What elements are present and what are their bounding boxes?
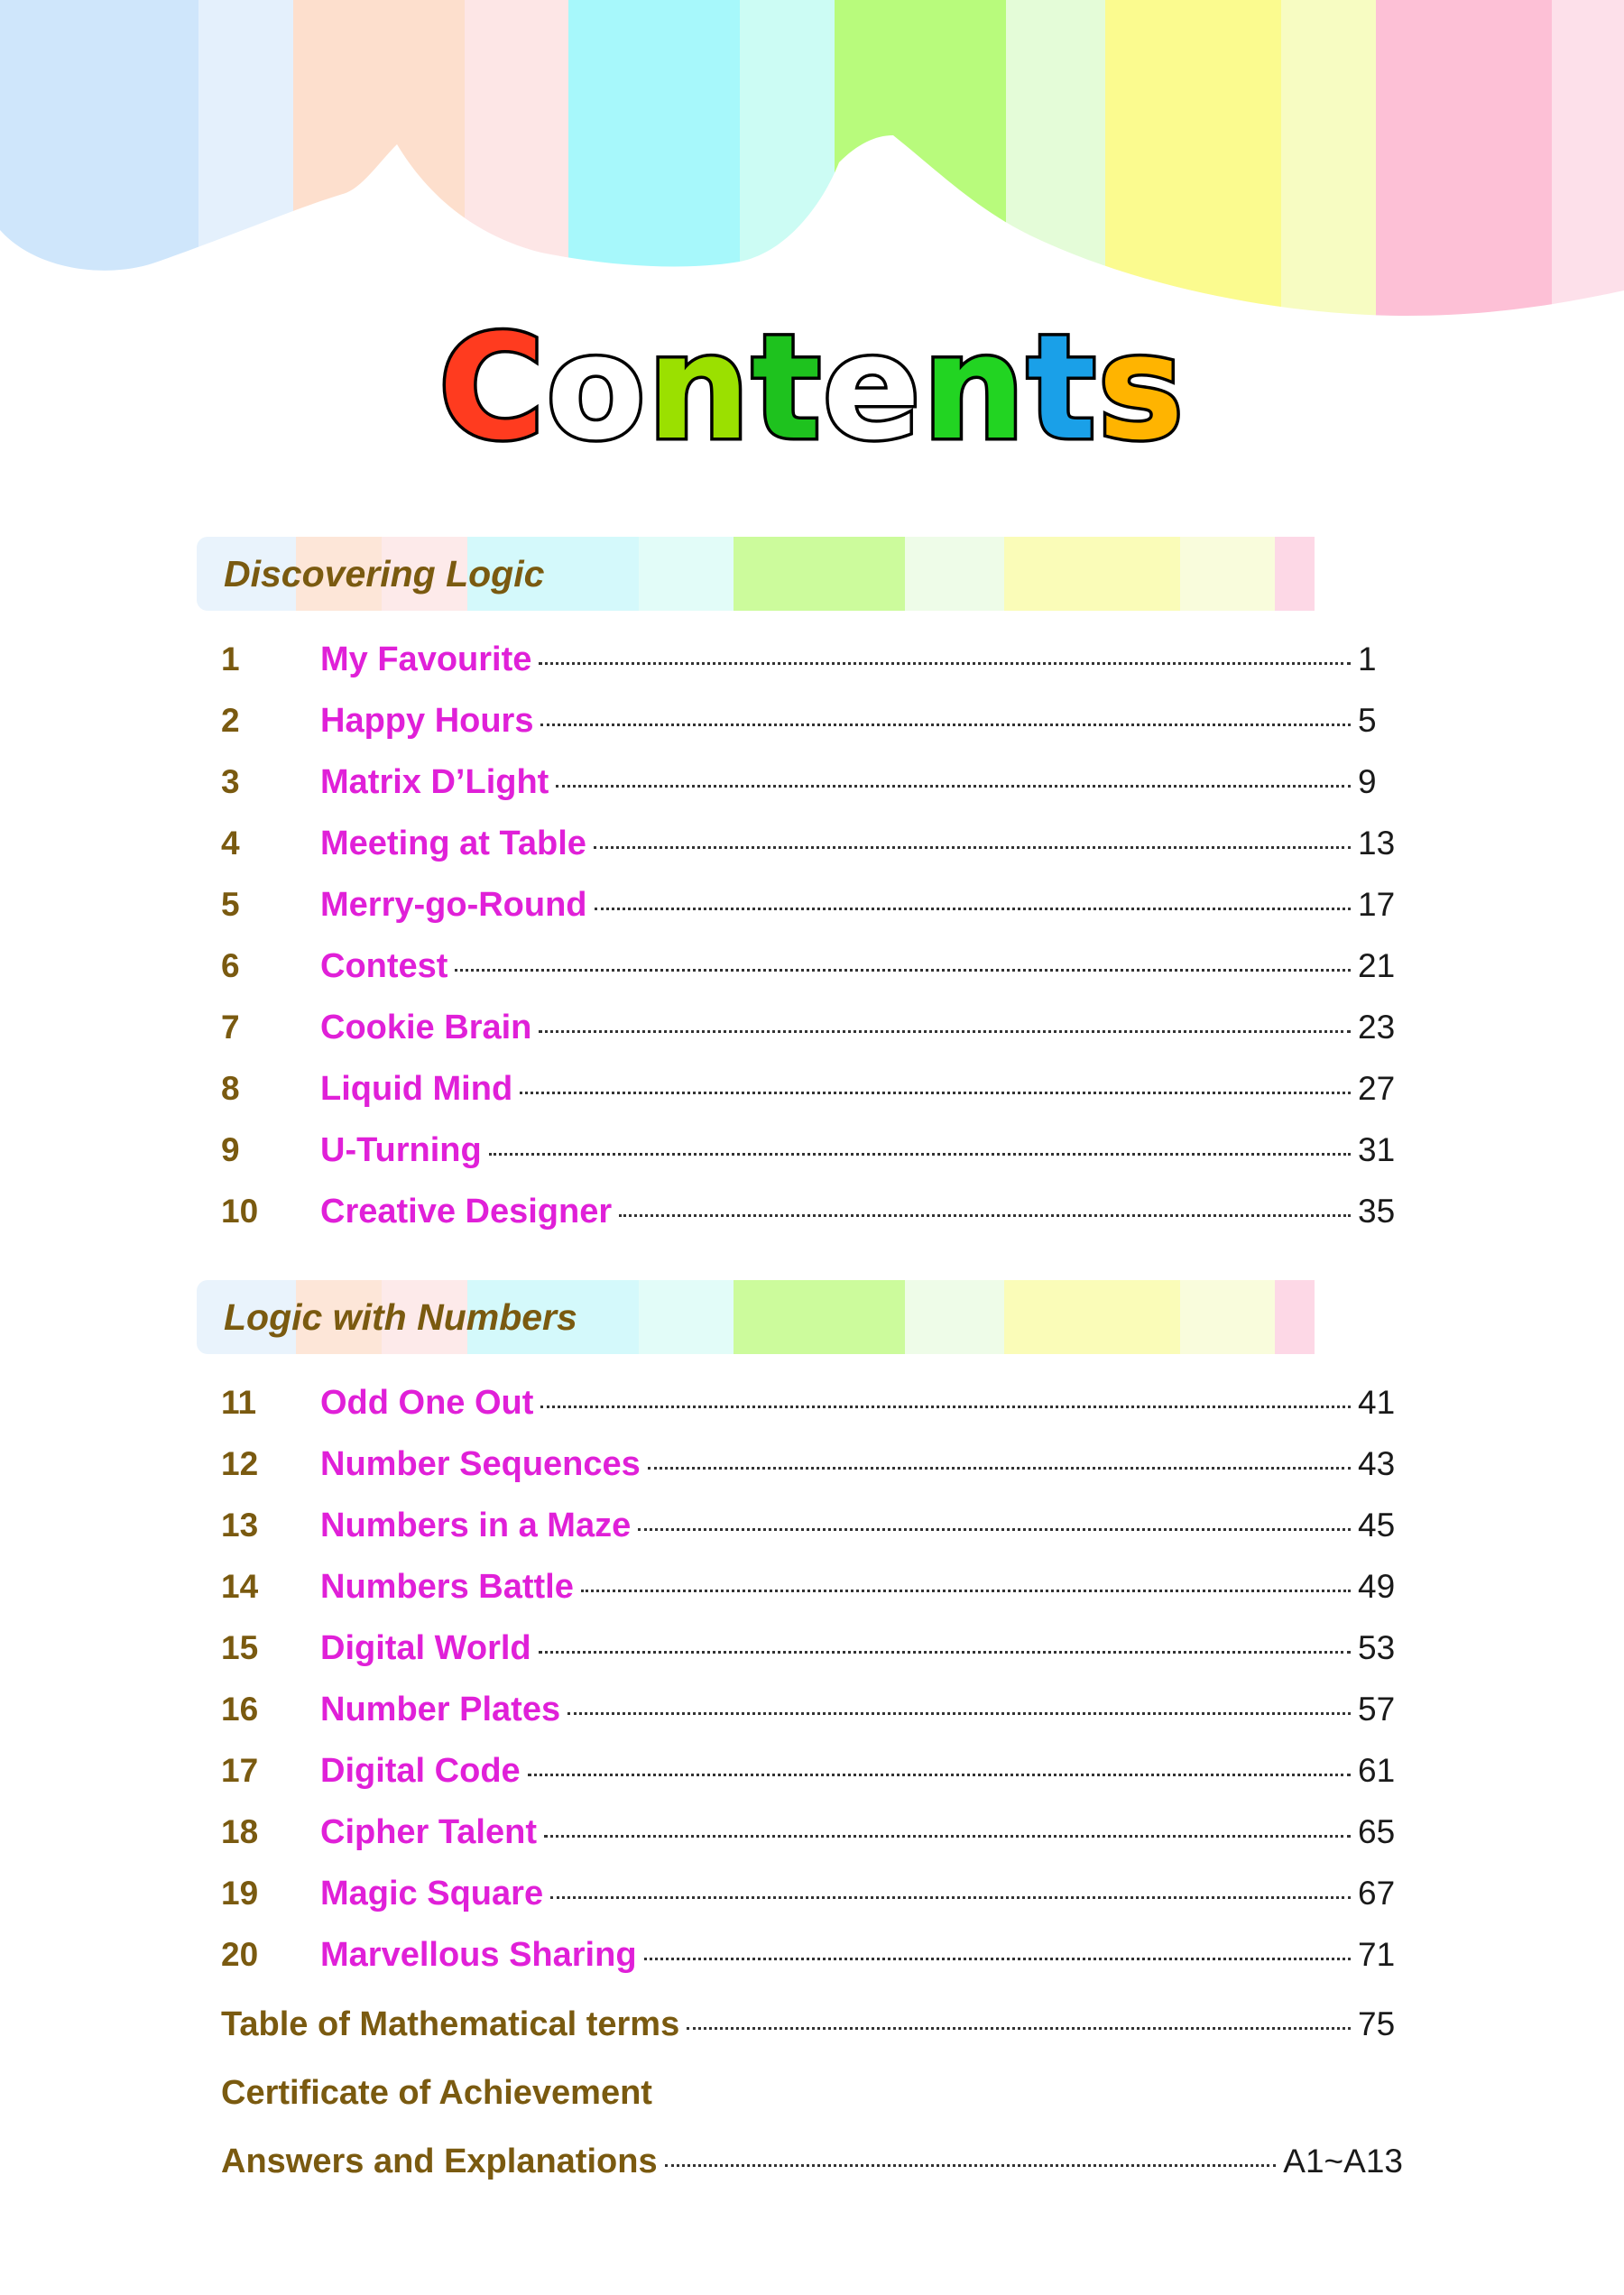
toc-entry-number: 7 [221,1009,240,1046]
toc-entry[interactable] [221,1064,1403,1114]
toc-entry-number: 13 [221,1507,259,1544]
leader-dots [619,1214,1351,1217]
toc-entry-number: 20 [221,1936,259,1973]
leader-dots [638,1528,1351,1531]
toc-entry-page: 27 [1358,1070,1396,1107]
header-stripe [1180,537,1275,611]
header-stripe [905,537,1004,611]
toc-entry[interactable] [221,1186,1403,1237]
leader-dots [528,1774,1351,1776]
toc-entry-number: 10 [221,1193,259,1230]
section-header-discovering-logic [197,537,1427,611]
toc-extra-title: Answers and Explanations [221,2142,658,2180]
header-stripe [734,537,905,611]
title-letter: o [546,303,648,472]
toc-extra-certificate[interactable] [221,2068,1403,2118]
toc-entry-page: 41 [1358,1384,1396,1421]
toc-entry-page: 9 [1358,763,1377,800]
toc-extra-page: A1~A13 [1283,2143,1403,2180]
toc-entry-number: 14 [221,1568,259,1605]
toc-entry-title: Creative Designer [320,1192,613,1230]
toc-entry-title: Number Plates [320,1690,561,1728]
toc-entry-number: 9 [221,1131,240,1168]
toc-entry-number: 17 [221,1752,259,1789]
toc-extra-page: 75 [1358,2005,1396,2042]
title-letter: e [822,303,923,472]
toc-entry-page: 49 [1358,1568,1396,1605]
header-stripe [734,1280,905,1354]
header-stripe [1275,1280,1315,1354]
toc-entry-page: 71 [1358,1936,1396,1973]
toc-entry[interactable] [221,1439,1403,1489]
toc-entry[interactable] [221,1623,1403,1673]
leader-dots [539,1651,1351,1654]
toc-entry-title: Marvellous Sharing [320,1935,637,1974]
toc-entry[interactable] [221,634,1403,685]
toc-entry-title: Cipher Talent [320,1812,537,1851]
section-title: Logic with Numbers [224,1296,577,1338]
banner-stripe [1281,0,1377,325]
header-stripe [1275,537,1315,611]
toc-entry-number: 15 [221,1629,259,1666]
leader-dots [594,846,1351,849]
section-title: Discovering Logic [224,553,545,594]
toc-entry-title: Merry-go-Round [320,885,587,924]
toc-entry-page: 53 [1358,1629,1396,1666]
toc-entry-title: Contest [320,946,448,985]
toc-entry-number: 6 [221,947,240,984]
toc-entry[interactable] [221,1746,1403,1796]
toc-extra-answers[interactable] [221,2136,1403,2187]
toc-entry-title: Numbers in a Maze [320,1506,632,1544]
header-stripe [639,1280,734,1354]
toc-entry-title: Numbers Battle [320,1567,574,1606]
banner-stripe [1552,0,1624,325]
toc-entry-title: Cookie Brain [320,1008,532,1046]
leader-dots [455,969,1351,972]
toc-entry[interactable] [221,1930,1403,1980]
toc-entry-number: 16 [221,1691,259,1728]
toc-entry-page: 17 [1358,886,1396,923]
toc-entry-number: 12 [221,1445,259,1482]
title-letter: t [1027,303,1098,472]
toc-entry-title: Matrix D’Light [320,762,549,801]
title-letter: n [922,303,1028,472]
toc-entry-number: 4 [221,825,240,862]
leader-dots [665,2164,1277,2167]
toc-entry-title: Happy Hours [320,701,534,740]
toc-entry[interactable] [221,1002,1403,1053]
toc-entry-title: Meeting at Table [320,824,586,862]
toc-entry-title: Odd One Out [320,1383,534,1422]
toc-entry[interactable] [221,696,1403,746]
toc-entry-page: 1 [1358,641,1377,677]
toc-entry[interactable] [221,1807,1403,1857]
toc-extra-math-terms[interactable] [221,1999,1403,2050]
leader-dots [539,662,1351,665]
toc-extra-title: Table of Mathematical terms [221,2005,680,2043]
toc-entry-page: 61 [1358,1752,1396,1789]
toc-entry[interactable] [221,757,1403,807]
toc-entry-page: 23 [1358,1009,1396,1046]
leader-dots [581,1590,1351,1592]
toc-entry-page: 21 [1358,947,1396,984]
toc-entry-page: 35 [1358,1193,1396,1230]
toc-entry[interactable] [221,941,1403,991]
toc-entry-page: 45 [1358,1507,1396,1544]
toc-entry-title: Number Sequences [320,1444,641,1483]
toc-entry[interactable] [221,1500,1403,1551]
leader-dots [687,2027,1351,2030]
leader-dots [648,1467,1351,1470]
header-stripe [639,537,734,611]
rainbow-banner [0,0,1624,325]
leader-dots [540,1406,1351,1408]
header-stripe [1004,537,1180,611]
toc-entry-page: 13 [1358,825,1396,862]
toc-entry-title: Liquid Mind [320,1069,513,1108]
toc-entry-number: 11 [221,1384,257,1421]
header-stripe [1180,1280,1275,1354]
toc-entry-page: 31 [1358,1131,1396,1168]
title-letter: n [647,303,752,472]
toc-entry-number: 3 [221,763,240,800]
leader-dots [567,1712,1351,1715]
leader-dots [544,1835,1351,1838]
toc-entry-page: 57 [1358,1691,1396,1728]
toc-entry-title: Digital Code [320,1751,521,1790]
toc-entry-title: U-Turning [320,1130,482,1169]
toc-entry[interactable] [221,1868,1403,1919]
leader-dots [539,1030,1351,1033]
leader-dots [520,1092,1351,1094]
toc-entry-page: 43 [1358,1445,1396,1482]
section-header-logic-with-numbers [197,1280,1427,1354]
toc-entry-title: My Favourite [320,640,532,678]
toc-entry-title: Digital World [320,1628,531,1667]
title-letter: C [438,303,547,472]
header-stripe [905,1280,1004,1354]
header-stripe [1004,1280,1180,1354]
toc-entry[interactable] [221,1378,1403,1428]
toc-entry-number: 2 [221,702,240,739]
leader-dots [595,908,1351,910]
toc-entry[interactable] [221,880,1403,930]
leader-dots [550,1896,1351,1899]
toc-entry-number: 5 [221,886,240,923]
toc-entry[interactable] [221,1684,1403,1735]
page-title [0,303,1624,472]
toc-entry-page: 67 [1358,1875,1396,1912]
leader-dots [556,785,1351,788]
toc-entry-number: 19 [221,1875,259,1912]
leader-dots [644,1958,1351,1960]
toc-entry-number: 1 [221,641,240,677]
toc-entry-number: 8 [221,1070,240,1107]
leader-dots [489,1153,1351,1156]
toc-entry-title: Magic Square [320,1874,544,1912]
toc-entry[interactable] [221,1562,1403,1612]
toc-extra-title: Certificate of Achievement [221,2073,652,2112]
leader-dots [540,724,1351,726]
title-letter: t [752,303,823,472]
banner-stripe [1376,0,1553,325]
title-letter: s [1097,303,1186,472]
toc-entry-number: 18 [221,1813,259,1850]
toc-entry-page: 5 [1358,702,1377,739]
toc-entry-page: 65 [1358,1813,1396,1850]
toc-entry[interactable] [221,818,1403,869]
toc-entry[interactable] [221,1125,1403,1175]
